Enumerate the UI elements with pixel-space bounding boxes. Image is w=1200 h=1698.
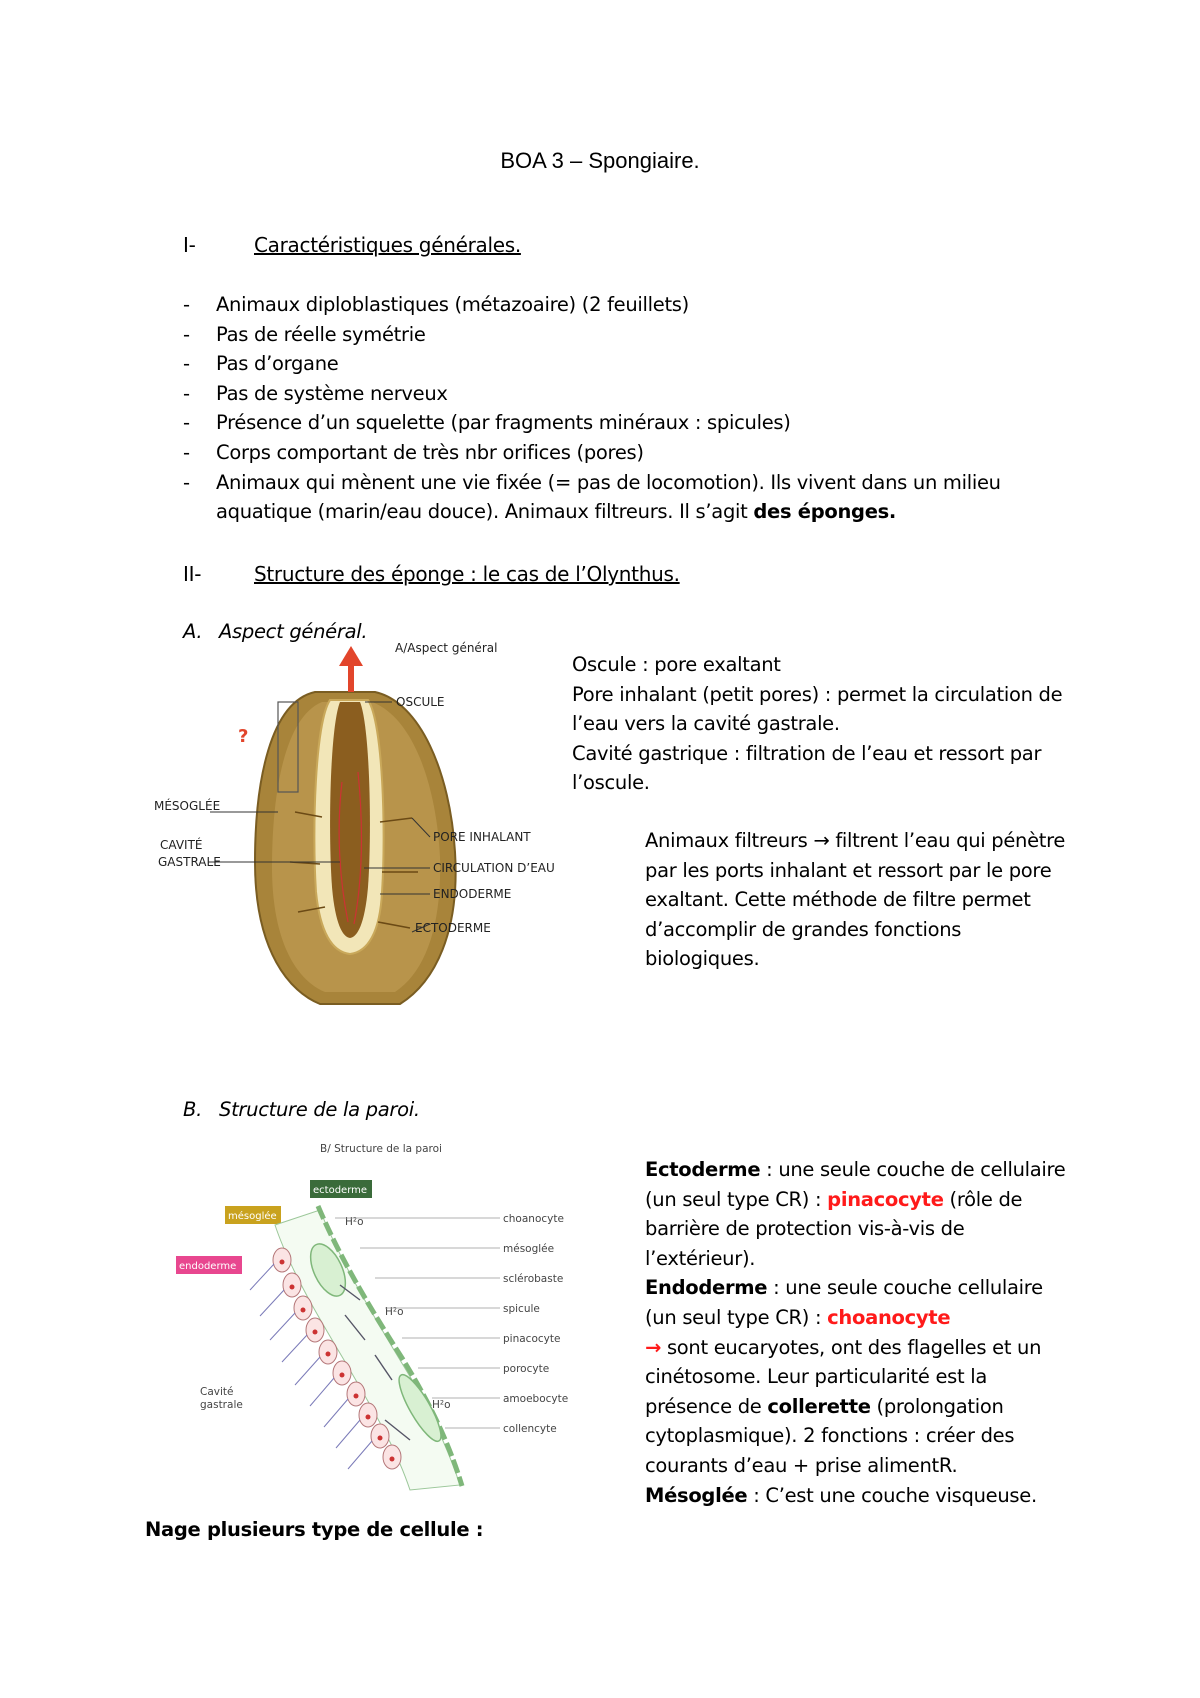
subsection-a-number: A. [183,620,203,643]
aspect-description [572,650,1072,798]
oscule-arrow-icon [339,646,363,666]
desc-oscule: Oscule : pore exaltant [572,653,781,676]
label-question: ? [238,726,249,747]
water-label: H²o [432,1399,451,1411]
olynthus-diagram [150,632,570,1007]
subsection-b-number: B. [183,1098,202,1121]
label-collencyte: collencyte [503,1423,557,1435]
label-endoderme: ENDODERME [433,887,512,901]
section-2-heading [183,562,1083,592]
desc-cavite: Cavité gastrique : filtration de l’eau et ressort par l’oscule. [572,741,1042,795]
list-item: - Pas de réelle symétrie [183,322,426,346]
wall-band [275,1210,460,1490]
page-title: BOA 3 – Spongiaire. [500,148,700,173]
section-1-title: Caractéristiques générales. [254,233,521,257]
filtreurs-paragraph: Animaux filtreurs → filtrent l’eau qui pénètre par les ports inhalant et ressort par le pore exaltant. Cette méthode de filtre permet d’accomplir de grandes fonctions biologiques. [645,829,1066,971]
ecto-title: Ectoderme [645,1158,761,1181]
water-label: H²o [345,1216,364,1228]
section-1-number: I- [183,233,196,257]
subsection-b-heading [183,1098,583,1128]
list-item: - Corps comportant de très nbr orifices (pores) [183,440,644,464]
footer-text: Nage plusieurs type de cellule : [145,1518,484,1541]
wall-description: Ectoderme : une seule couche de cellulaire (un seul type CR) : pinacocyte (rôle de barrière de protection vis-à-vis de l’extérieur). Endoderme : une seule couche cellulaire (un seul type CR) : choanocyte → sont eucaryotes, ont des flagelles et un cinétosome. Leur particularité est la présence de collerette (prolongation cytoplasmique). 2 fonctions : créer des courants d’eau + prise alimentR. Mésoglée : C’est une couche visqueuse. [645,1158,1066,1507]
list-item: - Animaux qui mènent une vie fixée (= pas de locomotion). Ils vivent dans un milieu aquatique (marin/eau douce). Animaux filtreurs. Il s’agit des éponges. [183,470,1001,524]
label-pore: PORE INHALANT [433,830,531,844]
meso-title: Mésoglée [645,1483,748,1507]
tag-mesoglee-text: mésoglée [228,1211,277,1222]
label-cavite-1: CAVITÉ [160,838,203,852]
label-mesoglee: MÉSOGLÉE [154,799,221,813]
subsection-a-title: Aspect général. [219,620,368,643]
list-item: - Présence d’un squelette (par fragments minéraux : spicules) [183,411,791,435]
water-label: H²o [385,1306,404,1318]
gastral-cavity [330,702,370,938]
list-item: - Pas d’organe [183,352,339,376]
desc-pore: Pore inhalant (petit pores) : permet la circulation de l’eau vers la cavité gastrale. [572,682,1063,736]
label-circulation: CIRCULATION D’EAU [433,861,555,875]
list-item: - Pas de système nerveux [183,381,448,405]
cavity-label-2: gastrale [200,1399,243,1411]
label-porocyte: porocyte [503,1363,550,1375]
characteristics-list [183,290,1063,527]
tag-ectoderme-text: ectoderme [313,1185,368,1196]
figure-a-caption: A/Aspect général [395,641,498,655]
section-2-number: II- [183,562,202,586]
arrow-right-icon: → [645,1335,662,1359]
collerette-term: collerette [767,1394,871,1418]
label-amoebocyte: amoebocyte [503,1393,569,1405]
label-choanocyte: choanocyte [503,1213,564,1225]
label-mesoglee: mésoglée [503,1243,555,1255]
section-2-title: Structure des éponge : le cas de l’Olynthus. [254,562,680,586]
cavity-label-1: Cavité [200,1386,234,1398]
endo-title: Endoderme [645,1276,768,1300]
label-oscule: OSCULE [396,695,445,709]
label-spicule: spicule [503,1303,540,1315]
wall-structure-diagram [170,1140,590,1510]
choanocyte-term: choanocyte [827,1305,951,1329]
label-cavite-2: GASTRALE [158,855,221,869]
figure-b-caption: B/ Structure de la paroi [320,1143,442,1155]
tag-endoderme-text: endoderme [179,1261,237,1272]
subsection-b-title: Structure de la paroi. [219,1098,420,1121]
pinacocyte-term: pinacocyte [827,1187,944,1211]
label-sclerobaste: sclérobaste [503,1273,564,1285]
section-1-heading [183,233,1083,263]
label-pinacocyte: pinacocyte [503,1333,561,1345]
label-ectoderme: ECTODERME [415,921,491,935]
list-item: - Animaux diploblastiques (métazoaire) (2 feuillets) [183,293,689,316]
